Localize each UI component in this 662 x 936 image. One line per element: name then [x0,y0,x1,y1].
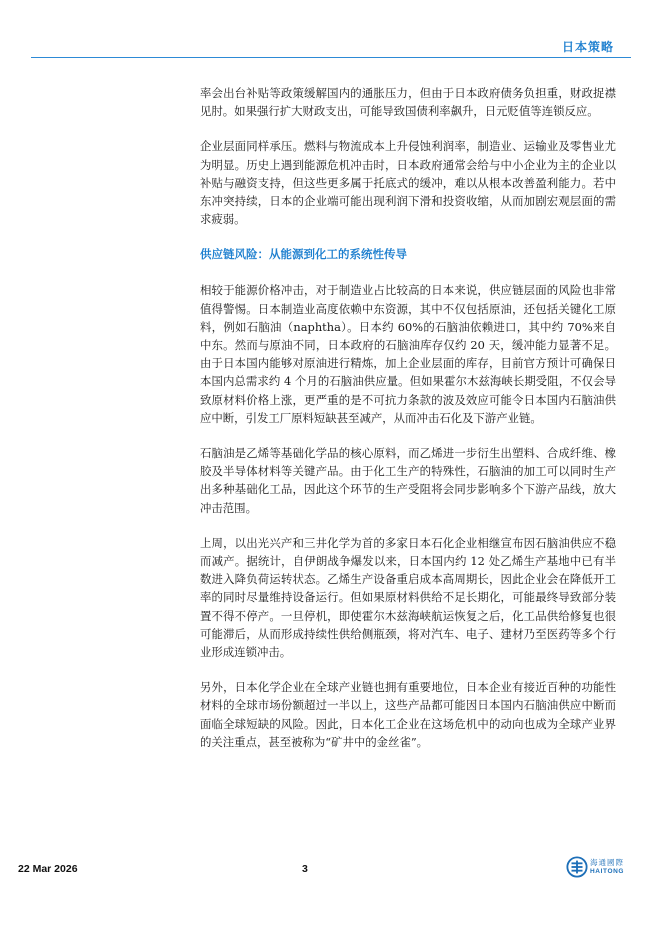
footer-date: 22 Mar 2026 [18,863,78,875]
section-heading-supply-chain: 供应链风险：从能源到化工的系统性传导 [200,247,407,262]
logo-text-cn: 海通國際 [590,858,624,867]
paragraph-naphtha: 相较于能源价格冲击，对于制造业占比较高的日本来说，供应链层面的风险也非常值得警惕。日本制造业高度依赖中东资源，其中不仅包括原油，还包括关键化工原料，例如石脑油（naphtha）。日本约 60%的石脑油依赖进口，其中约 70%来自中东。然而与原油不同，日本政府的石脑油库存仅约 20 天，缓冲能力显著不足。由于日本国内能够对原油进行精炼，加上企业层面的库存，目前官方预计可确保日本国内总需求约 4 个月的石脑油供应量。但如果霍尔木兹海峡长期受阻，不仅会导致原材料价格上涨，更严重的是不可抗力条款的波及效应可能令日本国内石脑油供应中断，引发工厂原料短缺甚至减产，从而冲击石化及下游产业链。 [200,283,616,425]
paragraph-ethylene: 石脑油是乙烯等基础化学品的核心原料，而乙烯进一步衍生出塑料、合成纤维、橡胶及半导体材料等关键产品。由于化工生产的特殊性，石脑油的加工可以同时生产出多种基础化工品，因此这个环节的生产受阻将会同步影响多个下游产品线，放大冲击范围。 [200,446,616,515]
header-divider [31,57,631,58]
haitong-logo-icon [566,856,588,878]
paragraph-inflation: 率会出台补贴等政策缓解国内的通胀压力，但由于日本政府债务负担重，财政捉襟见肘。如果强行扩大财政支出，可能导致国债利率飙升，日元贬值等连锁反应。 [200,86,616,119]
main-content [200,84,616,768]
page-number: 3 [302,863,308,875]
paragraph-corporate: 企业层面同样承压。燃料与物流成本上升侵蚀利润率，制造业、运输业及零售业尤为明显。历史上遇到能源危机冲击时，日本政府通常会给与中小企业为主的企业以补贴与融资支持，但这些更多属于托底式的缓冲，难以从根本改善盈利能力。若中东冲突持续，日本的企业端可能出现利润下滑和投资收缩，从而加剧宏观层面的需求疲弱。 [200,139,616,227]
haitong-logo [566,856,624,878]
paragraph-global-role: 另外，日本化学企业在全球产业链也拥有重要地位，日本企业有接近百种的功能性材料的全球市场份额超过一半以上，这些产品都可能因日本国内石脑油供应中断而面临全球短缺的风险。因此，日本化工企业在这场危机中的动向也成为全球产业界的关注重点，甚至被称为“矿井中的金丝雀”。 [200,680,616,749]
paragraph-production-cuts: 上周，以出光兴产和三井化学为首的多家日本石化企业相继宣布因石脑油供应不稳而减产。据统计，自伊朗战争爆发以来，日本国内约 12 处乙烯生产基地中已有半数进入降负荷运转状态。乙烯生产设备重启成本高周期长，因此企业会在降低开工率的同时尽量维持设备运行。但如果原材料供给不足长期化，可能最终导致部分装置不得不停产。一旦停机，即使霍尔木兹海峡航运恢复之后，化工品供给修复也很可能滞后，从而形成持续性供给侧瓶颈，将对汽车、电子、建材乃至医药等多个行业形成连锁冲击。 [200,535,616,660]
report-section-title: 日本策略 [561,40,614,54]
logo-text-en: HAITONG [590,867,625,875]
